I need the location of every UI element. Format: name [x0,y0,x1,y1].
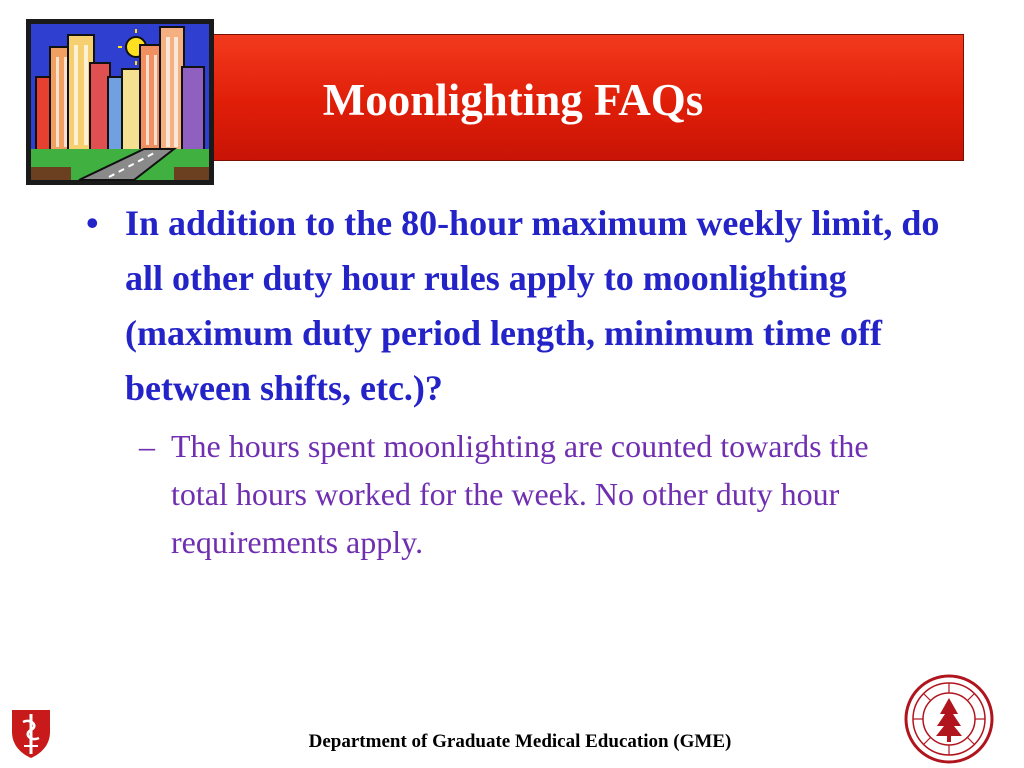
city-skyline-clipart-icon [24,17,216,187]
university-seal-logo-icon [904,674,994,764]
medical-shield-logo-icon [8,706,54,760]
question-bullet-item [84,196,944,416]
answer-sub-item [139,422,891,566]
bullet-marker: • [86,203,99,243]
footer-text: Department of Graduate Medical Education (GME) [308,731,732,752]
answer-text: The hours spent moonlighting are counted towards the total hours worked for the week. No other duty hour requirements apply. [171,428,869,560]
slide-title: Moonlighting FAQs [322,75,704,125]
question-text: In addition to the 80-hour maximum weekly limit, do all other duty hour rules apply to moonlighting (maximum duty period length, minimum time off between shifts, etc.)? [125,203,940,408]
content-area [84,196,944,566]
dash-marker: – [139,428,155,464]
